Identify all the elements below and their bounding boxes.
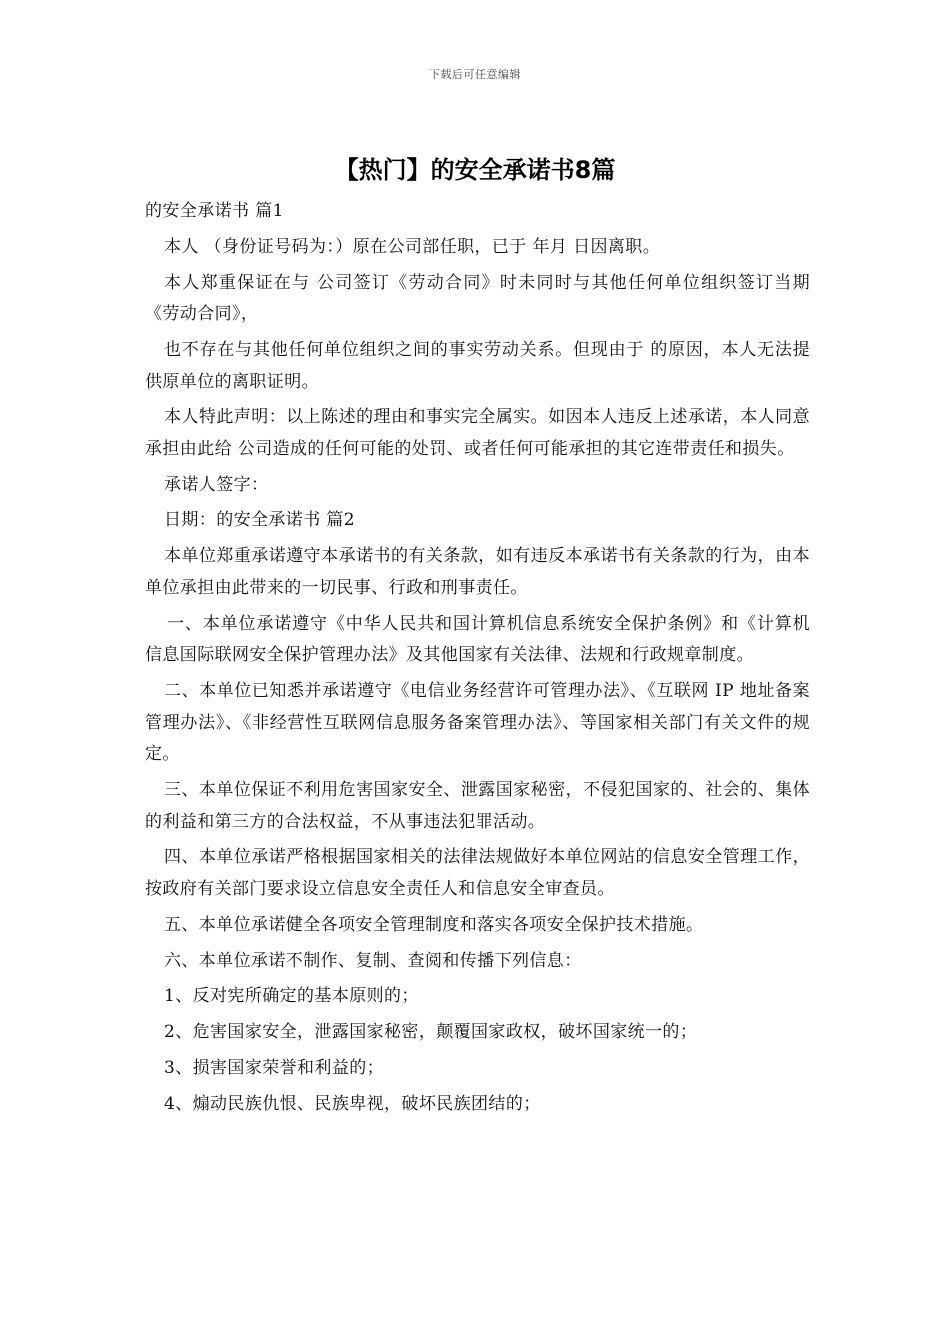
list-item: 4、煽动民族仇恨、民族卑视，破坏民族团结的； [164, 1093, 541, 1114]
paragraph: 也不存在与其他任何单位组织之间的事实劳动关系。但现由于 的原因，本人无法提供原单位的离职证明。 [145, 339, 810, 392]
section-heading-1: 的安全承诺书 篇1 [145, 201, 284, 221]
list-item: 1、反对宪所确定的基本原则的； [164, 986, 419, 1007]
list-item: 3、损害国家荣誉和利益的； [164, 1057, 385, 1078]
list-item: 2、危害国家安全，泄露国家秘密，颠覆国家政权，破坏国家统一的； [164, 1022, 698, 1043]
clause-item: 二、本单位已知悉并承诺遵守《电信业务经营许可管理办法》、《互联网 IP 地址备案管理办法》、《非经营性互联网信息服务备案管理办法》、等国家相关部门有关文件的规定。 [145, 681, 810, 765]
document-body [145, 196, 810, 1124]
date-line: 日期：的安全承诺书 篇2 [164, 510, 356, 531]
document-title: 【热门】的安全承诺书8篇 [334, 156, 616, 184]
clause-item: 一、本单位承诺遵守《中华人民共和国计算机信息系统安全保护条例》和《计算机信息国际联网安全保护管理办法》及其他国家有关法律、法规和行政规章制度。 [145, 613, 810, 666]
clause-item: 六、本单位承诺不制作、复制、查阅和传播下列信息： [164, 950, 582, 971]
clause-item: 三、本单位保证不利用危害国家安全、泄露国家秘密，不侵犯国家的、社会的、集体的利益和第三方的合法权益，不从事违法犯罪活动。 [145, 779, 810, 832]
signature-line: 承诺人签字： [164, 474, 269, 495]
paragraph: 本人郑重保证在与 公司签订《劳动合同》时未同时与其他任何单位组织签订当期《劳动合同》， [145, 272, 810, 325]
clause-item: 五、本单位承诺健全各项安全管理制度和落实各项安全保护技术措施。 [164, 914, 704, 935]
header-note: 下载后可任意编辑 [429, 68, 521, 81]
paragraph: 本人 （身份证号码为：）原在公司部任职，已于 年月 日因离职。 [164, 236, 661, 257]
clause-item: 四、本单位承诺严格根据国家相关的法律法规做好本单位网站的信息安全管理工作，按政府有关部门要求设立信息安全责任人和信息安全审查员。 [145, 847, 810, 899]
paragraph: 本人特此声明：以上陈述的理由和事实完全属实。如因本人违反上述承诺，本人同意承担由此给 公司造成的任何可能的处罚、或者任何可能承担的其它连带责任和损失。 [145, 407, 810, 459]
paragraph: 本单位郑重承诺遵守本承诺书的有关条款，如有违反本承诺书有关条款的行为，由本单位承担由此带来的一切民事、行政和刑事责任。 [145, 546, 810, 598]
